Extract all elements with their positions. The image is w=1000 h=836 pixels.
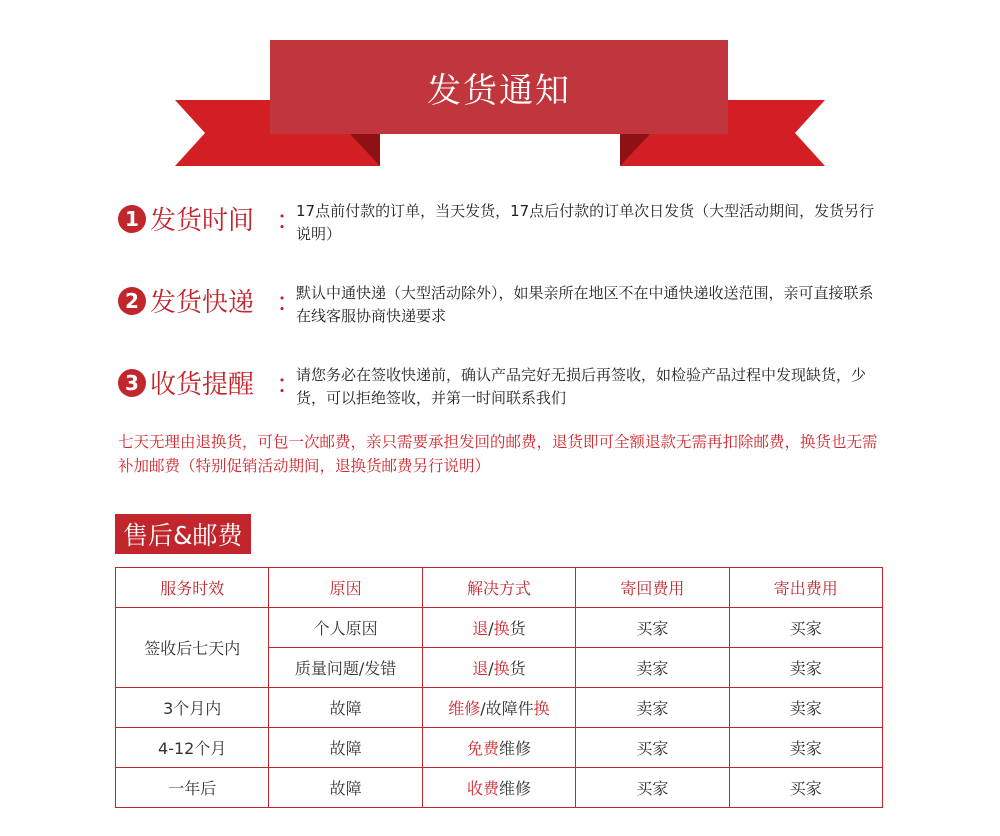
info-colon: ： <box>276 370 303 400</box>
info-description: 默认中通快递（大型活动除外），如果亲所在地区不在中通快递收送范围，亲可直接联系在线客服协商快递要求 <box>296 284 874 325</box>
table-header-row <box>116 568 883 608</box>
solution-part: /故障件 <box>480 699 534 718</box>
return-fee-cell: 卖家 <box>576 648 729 688</box>
info-title: 收货提醒 <box>150 370 255 400</box>
info-title: 发货时间 <box>150 206 255 236</box>
solution-part: 维修 <box>498 739 531 758</box>
return-policy-notice: 七天无理由退换货，可包一次邮费，亲只需要承担发回的邮费，退货即可全额退款无需再扣除邮费，换货也无需补加邮费（特别促销活动期间，退换货邮费另行说明） <box>118 433 878 475</box>
solution-part: 收费 <box>466 779 499 798</box>
header-cell: 寄回费用 <box>576 568 729 608</box>
solution-cell <box>422 608 575 648</box>
info-description: 17点前付款的订单，当天发货，17点后付款的订单次日发货（大型活动期间，发货另行说明） <box>296 202 875 243</box>
return-fee-cell: 卖家 <box>576 688 729 728</box>
header-cell: 原因 <box>269 568 422 608</box>
after-sales-table <box>115 567 883 808</box>
return-fee-cell: 买家 <box>576 728 729 768</box>
solution-part: 退 <box>472 619 489 638</box>
period-cell: 签收后七天内 <box>116 608 269 688</box>
banner-title: 发货通知 <box>270 40 728 134</box>
solution-cell <box>422 768 575 808</box>
solution-part: 换 <box>533 699 550 718</box>
period-cell: 4-12个月 <box>116 728 269 768</box>
ribbon-right-fold <box>620 134 650 166</box>
reason-cell: 故障 <box>269 768 422 808</box>
return-fee-cell: 买家 <box>576 768 729 808</box>
number-badge: 3 <box>118 369 146 397</box>
reason-cell: 质量问题/发错 <box>269 648 422 688</box>
section-title: 售后&邮费 <box>115 514 251 554</box>
solution-part: 退 <box>472 659 489 678</box>
send-fee-cell: 卖家 <box>729 728 882 768</box>
solution-part: 换 <box>493 659 510 678</box>
solution-part: / <box>488 659 494 678</box>
ribbon-left-fold <box>350 134 380 166</box>
info-title: 发货快递 <box>150 288 255 318</box>
solution-part: / <box>488 619 494 638</box>
solution-cell <box>422 688 575 728</box>
solution-part: 维修 <box>448 699 481 718</box>
send-fee-cell: 卖家 <box>729 688 882 728</box>
table-row <box>116 688 883 728</box>
solution-part: 货 <box>509 619 526 638</box>
info-description: 请您务必在签收快递前，确认产品完好无损后再签收，如检验产品过程中发现缺货，少货，可以拒绝签收，并第一时间联系我们 <box>296 366 867 407</box>
reason-cell: 个人原因 <box>269 608 422 648</box>
info-colon: ： <box>276 288 303 318</box>
info-row-receipt-reminder <box>118 364 898 410</box>
solution-part: 换 <box>493 619 510 638</box>
info-row-courier <box>118 282 898 328</box>
info-colon: ： <box>276 206 303 236</box>
solution-cell <box>422 728 575 768</box>
solution-cell <box>422 648 575 688</box>
solution-part: 货 <box>509 659 526 678</box>
return-fee-cell: 买家 <box>576 608 729 648</box>
period-cell: 3个月内 <box>116 688 269 728</box>
header-cell: 寄出费用 <box>729 568 882 608</box>
table-row <box>116 768 883 808</box>
solution-part: 免费 <box>466 739 499 758</box>
reason-cell: 故障 <box>269 728 422 768</box>
header-cell: 服务时效 <box>116 568 269 608</box>
info-row-shipping-time <box>118 200 898 246</box>
period-cell: 一年后 <box>116 768 269 808</box>
send-fee-cell: 买家 <box>729 608 882 648</box>
number-badge: 2 <box>118 287 146 315</box>
table-row <box>116 608 883 648</box>
header-cell: 解决方式 <box>422 568 575 608</box>
number-badge: 1 <box>118 205 146 233</box>
reason-cell: 故障 <box>269 688 422 728</box>
send-fee-cell: 卖家 <box>729 648 882 688</box>
send-fee-cell: 买家 <box>729 768 882 808</box>
table-row <box>116 728 883 768</box>
solution-part: 维修 <box>498 779 531 798</box>
